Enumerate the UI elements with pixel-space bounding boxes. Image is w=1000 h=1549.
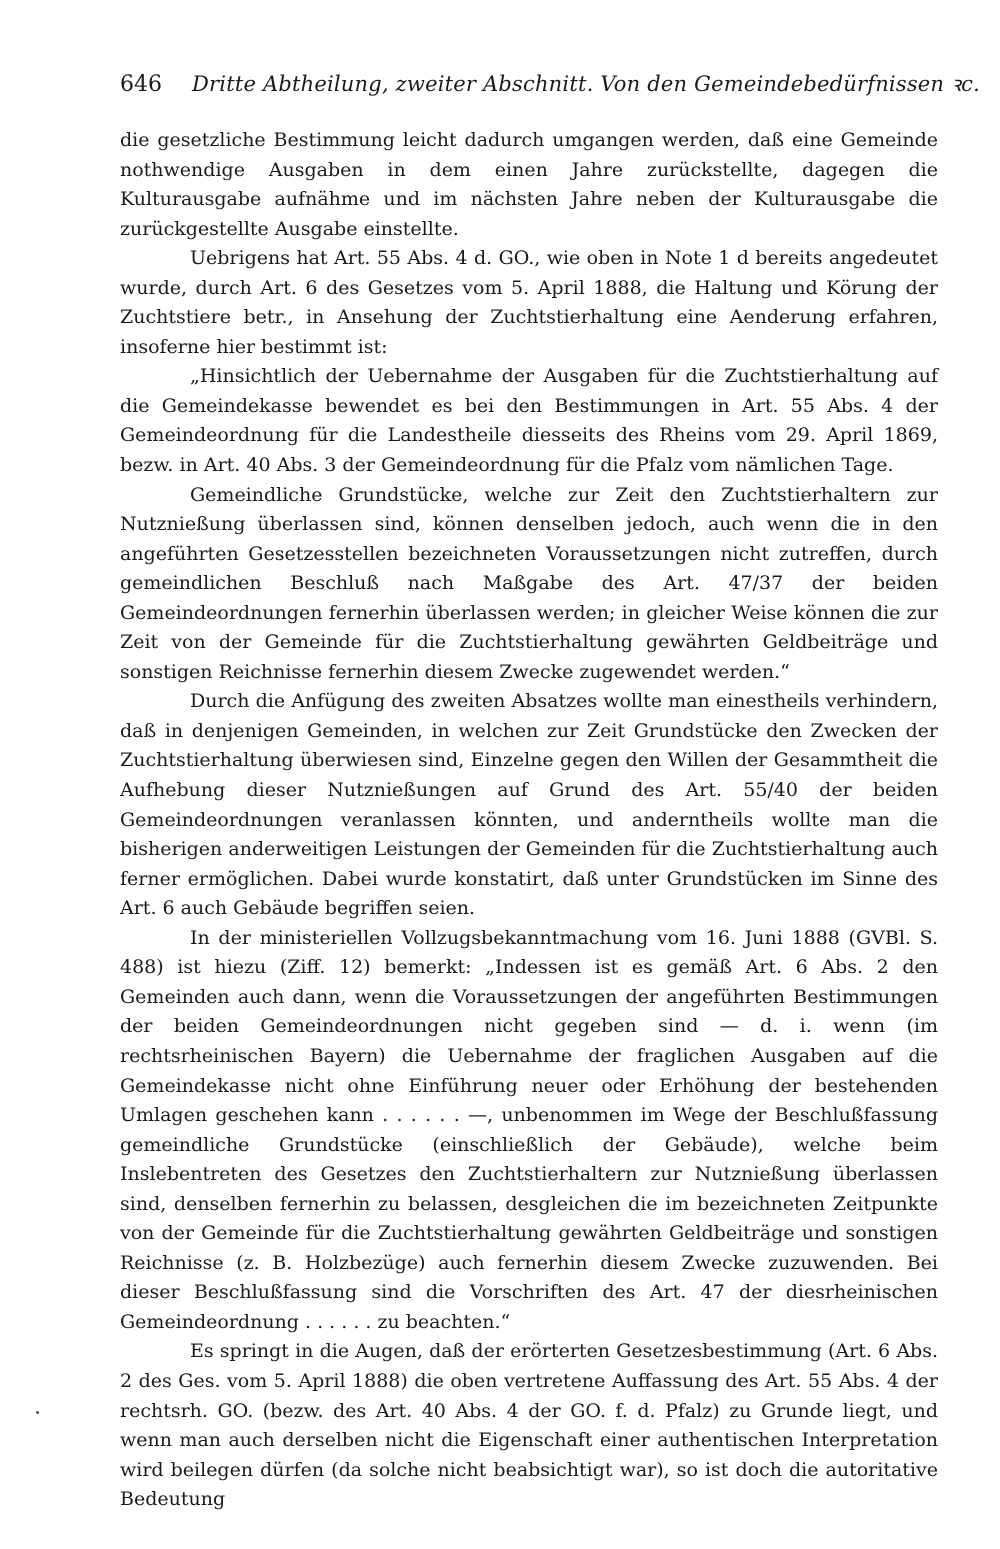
body-text <box>120 126 938 1515</box>
paragraph: Durch die Anfügung des zweiten Absatzes wollte man einestheils verhindern, daß in denjenigen Gemeinden, in welchen zur Zeit Grundstücke den Zwecken der Zuchtstierhaltung überwiesen sind, Einzelne gegen den Willen der Gesammtheit die Aufhebung dieser Nutznießungen auf Grund des Art. 55/40 der beiden Gemeindeordnungen veranlassen könnten, und anderntheils wollte man die bisherigen anderweitigen Leistungen der Gemeinden für die Zuchtstierhaltung auch ferner ermöglichen. Dabei wurde konstatirt, daß unter Grundstücken im Sinne des Art. 6 auch Gebäude begriffen seien. <box>120 690 938 920</box>
paragraph: Es springt in die Augen, daß der erörterten Gesetzesbestimmung (Art. 6 Abs. 2 des Ges. vom 5. April 1888) die oben vertretene Auffassung des Art. 55 Abs. 4 der rechtsrh. GO. (bezw. des Art. 40 Abs. 4 der GO. f. d. Pfalz) zu Grunde liegt, und wenn man auch derselben nicht die Eigenschaft einer authentischen Interpretation wird beilegen dürfen (da solche nicht beabsichtigt war), so ist doch die autoritative Bedeutung <box>120 1340 938 1511</box>
page-number: 646 <box>120 72 162 97</box>
quotation-paragraph: „Hinsichtlich der Uebernahme der Ausgaben für die Zuchtstierhaltung auf die Gemeindekasse bewendet es bei den Bestimmungen in Art. 55 Abs. 4 der Gemeindeordnung für die Landestheile diesseits des Rheins vom 29. April 1869, bezw. in Art. 40 Abs. 3 der Gemeindeordnung für die Pfalz vom nämlichen Tage. <box>120 365 938 477</box>
quotation-paragraph: Gemeindliche Grundstücke, welche zur Zeit den Zuchtstierhaltern zur Nutznießung überlassen sind, können denselben jedoch, auch wenn die in den angeführten Gesetzesstellen bezeichneten Voraussetzungen nicht zutreffen, durch gemeindlichen Beschluß nach Maßgabe des Art. 47/37 der beiden Gemeindeordnungen fernerhin überlassen werden; in gleicher Weise können die zur Zeit von der Gemeinde für die Zuchtstierhaltung gewährten Geldbeiträge und sonstigen Reichnisse fernerhin diesem Zwecke zugewendet werden.“ <box>120 483 938 683</box>
stray-ink-mark <box>36 1411 39 1414</box>
paragraph-continued: die gesetzliche Bestimmung leicht dadurch umgangen werden, daß eine Gemeinde nothwendige Ausgaben in dem einen Jahre zurückstellte, dagegen die Kulturausgabe aufnähme und im nächsten Jahre neben der Kulturausgabe die zurückgestellte Ausgabe einstellte. <box>120 129 938 240</box>
paragraph: Uebrigens hat Art. 55 Abs. 4 d. GO., wie oben in Note 1 d bereits angedeutet wurde, durch Art. 6 des Gesetzes vom 5. April 1888, die Haltung und Körung der Zuchtstiere betr., in Ansehung der Zuchtstierhaltung eine Aenderung erfahren, insoferne hier bestimmt ist: <box>120 247 938 358</box>
running-header <box>120 70 981 110</box>
paragraph: In der ministeriellen Vollzugsbekanntmachung vom 16. Juni 1888 (GVBl. S. 488) ist hiezu (Ziff. 12) bemerkt: „Indessen ist es gemäß Art. 6 Abs. 2 den Gemeinden auch dann, wenn die Voraussetzungen der angeführten Bestimmungen der beiden Gemeindeordnungen nicht gegeben sind — d. i. wenn (im rechtsrheinischen Bayern) die Uebernahme der fraglichen Ausgaben auf die Gemeindekasse nicht ohne Einführung neuer oder Erhöhung der bestehenden Umlagen geschehen kann . . . . . . —, unbenommen im Wege der Beschlußfassung gemeindliche Grundstücke (einschließlich der Gebäude), welche beim Inslebentreten des Gesetzes den Zuchtstierhaltern zur Nutznießung überlassen sind, denselben fernerhin zu belassen, desgleichen die im bezeichneten Zeitpunkte von der Gemeinde für die Zuchtstierhaltung gewährten Geldbeiträge und sonstigen Reichnisse (z. B. Holzbezüge) auch fernerhin diesem Zwecke zuzuwenden. Bei dieser Beschlußfassung sind die Vorschriften des Art. 47 der diesrheinischen Gemeindeordnung . . . . . . zu beachten.“ <box>120 926 938 1333</box>
book-page <box>120 70 981 1515</box>
running-title: Dritte Abtheilung, zweiter Abschnitt. Von den Gemeindebedürfnissen ꝛc. <box>192 72 981 96</box>
